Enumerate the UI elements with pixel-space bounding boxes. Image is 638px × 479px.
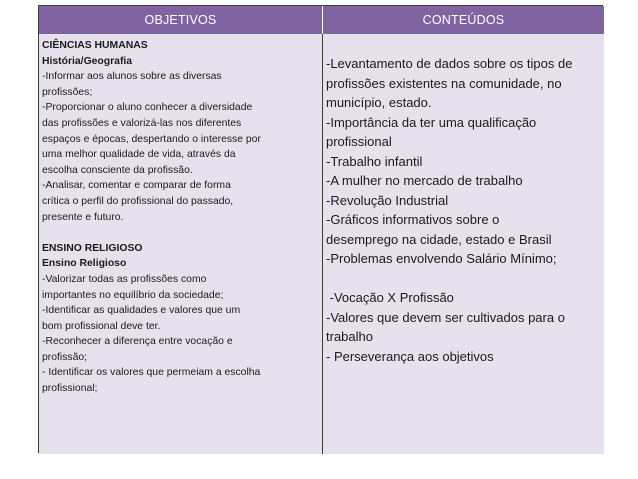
- content-line: -Gráficos informativos sobre o: [326, 212, 500, 227]
- content-line: - Perseverança aos objetivos: [326, 348, 494, 364]
- objective-line: -Identificar as qualidades e valores que um: [42, 305, 241, 317]
- objetivos-cell: [39, 34, 323, 454]
- content-line: -Importância da ter uma qualificação: [326, 114, 537, 130]
- header-objetivos: OBJETIVOS: [39, 6, 323, 34]
- objectives-contents-table: [38, 5, 603, 453]
- objective-line: espaços e épocas, despertando o interesse por: [42, 133, 261, 145]
- objective-line: - Identificar os valores que permeiam a escolha: [42, 367, 261, 379]
- objective-line: -Analisar, comentar e comparar de forma: [42, 180, 231, 192]
- objective-line: escolha consciente da profissão.: [42, 164, 193, 176]
- content-line: -Revolução Industrial: [326, 192, 449, 208]
- content-line: -A mulher no mercado de trabalho: [326, 173, 523, 188]
- content-line: -Levantamento de dados sobre os tipos de: [326, 56, 573, 71]
- subject-historia-geografia: História/Geografia: [42, 55, 133, 67]
- objective-line: bom profissional deve ter.: [42, 320, 161, 332]
- objective-line: profissional;: [42, 383, 98, 395]
- objective-line: -Informar aos alunos sobre as diversas: [42, 71, 222, 83]
- objective-line: importantes no equilíbrio da sociedade;: [42, 289, 224, 301]
- objective-line: profissão;: [42, 351, 88, 363]
- spacer: [42, 225, 320, 241]
- subject-ensino-religioso: Ensino Religioso: [42, 258, 127, 270]
- content-line: profissional: [326, 134, 392, 149]
- objective-line: -Reconhecer a diferença entre vocação e: [42, 336, 233, 348]
- objective-line: -Valorizar todas as profissões como: [42, 273, 207, 285]
- content-line: -Problemas envolvendo Salário Mínimo;: [326, 251, 557, 266]
- objective-line: das profissões e valorizá-las nos diferentes: [42, 117, 242, 129]
- section-title-humanas: CIÊNCIAS HUMANAS: [42, 40, 148, 51]
- header-conteudos: CONTEÚDOS: [323, 6, 604, 34]
- content-line: -Trabalho infantil: [326, 153, 423, 169]
- content-line: -Vocação X Profissão: [326, 290, 454, 305]
- content-line: -Valores que devem ser cultivados para o: [326, 309, 565, 325]
- content-line: profissões existentes na comunidade, no: [326, 75, 562, 91]
- content-line: trabalho: [326, 329, 373, 344]
- spacer: [326, 269, 600, 289]
- objective-line: -Proporcionar o aluno conhecer a diversidade: [42, 102, 253, 114]
- content-line: município, estado.: [326, 95, 432, 110]
- content-line: desemprego na cidade, estado e Brasil: [326, 231, 552, 247]
- objective-line: presente e futuro.: [42, 211, 124, 223]
- objective-line: crítica o perfil do profissional do passado,: [42, 195, 234, 207]
- objective-line: profissões;: [42, 86, 93, 98]
- section-title-religioso: ENSINO RELIGIOSO: [42, 242, 143, 254]
- objective-line: uma melhor qualidade de vida, através da: [42, 149, 236, 161]
- conteudos-cell: [323, 34, 604, 454]
